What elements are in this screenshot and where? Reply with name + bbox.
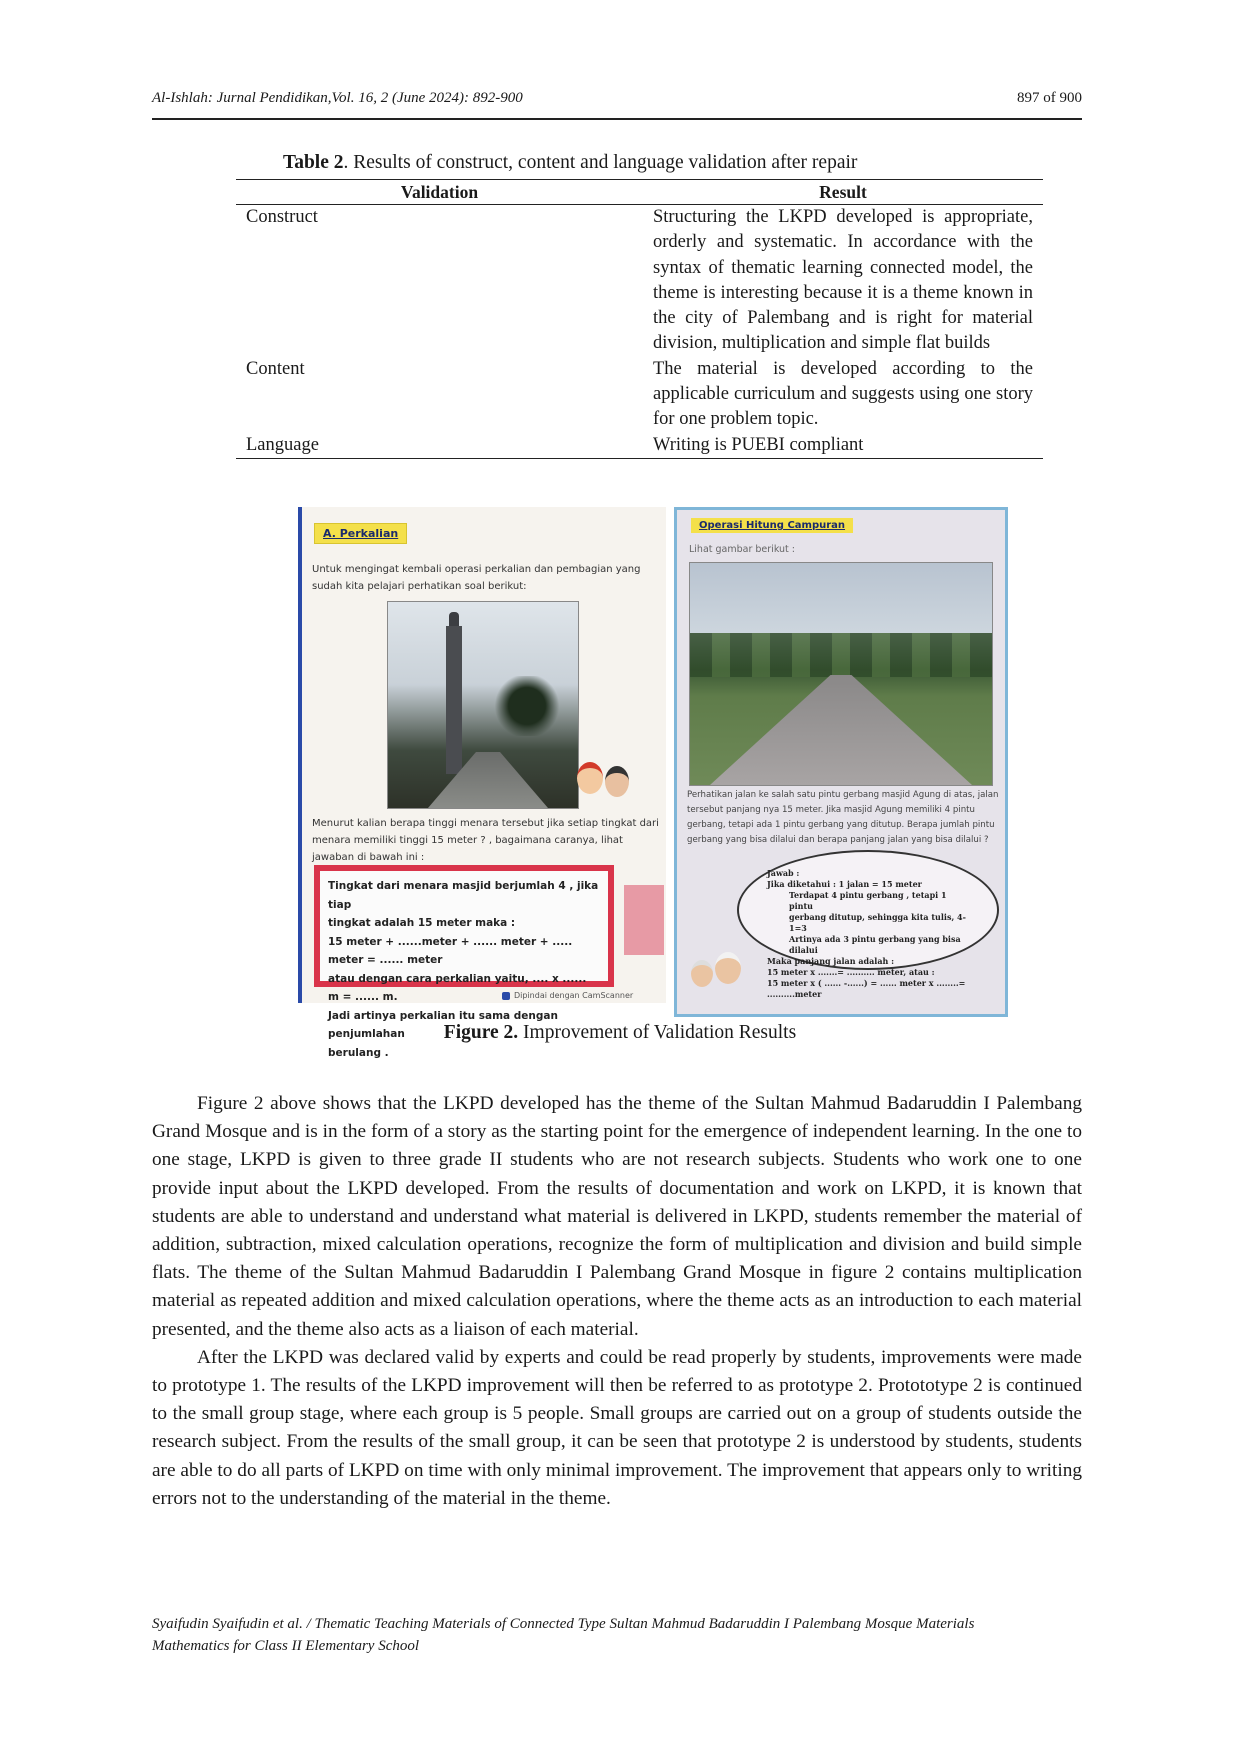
figure-caption [0,1022,1240,1044]
answer-line: ..........meter [767,989,822,999]
result-cell: Writing is PUEBI compliant [643,433,1043,459]
camscanner-icon [502,992,510,1000]
validation-cell: Content [246,358,305,379]
worksheet-question: Menurut kalian berapa tinggi menara tersebut jika setiap tingkat dari menara memiliki tinggi 15 meter ? , bagaimana caranya, lihat jawaban di bawah ini : [312,818,659,863]
table-row [236,205,1043,357]
person-figure [715,952,741,984]
answer-line: 15 meter x ( ...... -......) = ...... meter x ........= [767,978,966,988]
scanner-watermark [502,991,633,1000]
validation-cell: Construct [246,207,318,227]
worksheet-subtitle: Lihat gambar berikut : [689,544,795,555]
table-caption [283,152,857,174]
answer-line: berulang . [328,1046,389,1059]
answer-line: 15 meter + ......meter + ...... meter + ..... meter = ...... meter [328,935,573,966]
answer-line: Artinya ada 3 pintu gerbang yang bisa [789,934,961,944]
column-header-result: Result [643,180,1043,205]
answer-line: gerbang ditutup, sehingga kita tulis, 4-1=3 [789,912,966,933]
tree-line [690,633,992,677]
figure-caption-text: Improvement of Validation Results [518,1022,797,1043]
result-cell: Structuring the LKPD developed is appropriate, orderly and systematic. In accordance with the syntax of thematic learning connected model, the theme is interesting because it is a theme known in the city of Palembang and is right for material division, multiplication and simple flat builds [653,207,1033,354]
worksheet-title: A. Perkalian [314,523,407,544]
answer-line: Jika diketahui : 1 jalan = 15 meter [767,879,922,889]
body-text [152,1090,1082,1513]
worksheet-question: Perhatikan jalan ke salah satu pintu gerbang masjid Agung di atas, jalan tersebut panjang nya 15 meter. Jika masjid Agung memiliki 4 pintu gerbang, tetapi ada 1 pintu gerbang yang ditutup. Berapa jumlah pintu gerbang yang bisa dilalui dan berapa panjang jalan yang bisa dilalui ? [687,790,999,845]
children-illustration [577,762,637,810]
table-caption-text: . Results of construct, content and language validation after repair [343,152,858,173]
answer-line: Terdapat 4 pintu gerbang , tetapi 1 pintu [789,890,947,911]
road [710,675,972,785]
table-row [236,357,1043,433]
child-figure [605,766,629,797]
mosque-road-photo [689,562,993,786]
figure-right-worksheet [674,507,1008,1017]
answer-line: Jawab : [767,868,800,878]
answer-line: Tingkat dari menara masjid berjumlah 4 , jika tiap [328,880,599,911]
answer-line: dilalui [789,945,818,955]
validation-cell: Language [236,433,643,459]
running-header [152,90,1082,107]
answer-line: Jadi artinya perkalian itu sama dengan penjumlahan [328,1009,558,1040]
decorative-box [624,885,664,955]
running-footer [152,1613,1112,1657]
answer-line: tingkat adalah 15 meter maka : [328,917,516,929]
worksheet-intro: Untuk mengingat kembali operasi perkalian dan pembagian yang sudah kita pelajari perhatikan soal berikut: [312,564,641,592]
paragraph: After the LKPD was declared valid by experts and could be read properly by students, improvements were made to prototype 1. The results of the LKPD improvement will then be referred to as prototype 2. Protototype 2 is continued to the small group stage, where each group is 5 people. Small groups are carried out on a group of students outside the research subject. From the results of the small group, it can be seen that prototype 2 is understood by students, students are able to do all parts of LKPD on time with only minimal improvement. The improvement that appears only to writing errors not to the understanding of the material in the theme. [152,1346,1082,1509]
result-cell: The material is developed according to the applicable curriculum and suggests using one story for one problem topic. [653,358,1033,430]
validation-table [236,179,1043,459]
table-caption-label: Table 2 [283,152,344,173]
footer-line: Mathematics for Class II Elementary School [152,1638,420,1654]
palm-tree [492,676,562,736]
table-header-row [236,180,1043,205]
answer-oval [737,850,999,999]
footer-line: Syaifudin Syaifudin et al. / Thematic Teaching Materials of Connected Type Sultan Mahmud Badaruddin I Palembang Mosque Materials [152,1616,975,1632]
minaret-photo [387,601,579,809]
page-number: 897 of 900 [1017,90,1082,106]
scanner-text: Dipindai dengan CamScanner [514,991,634,1000]
header-rule [152,118,1082,120]
table-row [236,433,1043,459]
worksheet-title: Operasi Hitung Campuran [691,518,853,533]
column-header-validation: Validation [236,180,643,205]
minaret-tower [446,626,462,774]
people-illustration [691,952,751,1004]
child-figure [577,762,603,794]
paragraph: Figure 2 above shows that the LKPD developed has the theme of the Sultan Mahmud Badaruddin I Palembang Grand Mosque and is in the form of a story as the starting point for the emergence of independent learning. In the one to one stage, LKPD is given to three grade II students who are not research subjects. Students who work one to one provide input about the LKPD developed. From the results of documentation and work on LKPD, it is known that students are able to understand and understand what material is delivered in LKPD, students remember the material of addition, subtraction, mixed calculation operations, recognize the form of multiplication and division and build simple flats. The theme of the Sultan Mahmud Badaruddin I Palembang Grand Mosque in figure 2 contains multiplication material as repeated addition and mixed calculation operations, where the theme acts as an introduction to each material presented, and the theme also acts as a liaison of each material. [152,1093,1082,1340]
answer-line: Maka panjang jalan adalah : [767,956,895,966]
answer-line: 15 meter x .......= .......... meter, atau : [767,967,935,977]
journal-citation: Al-Ishlah: Jurnal Pendidikan,Vol. 16, 2 (June 2024): 892-900 [152,90,523,106]
answer-line: atau dengan cara perkalian yaitu, .... x ...... m = ...... m. [328,972,587,1003]
person-figure [691,960,713,987]
figure-caption-label: Figure 2. [443,1022,519,1043]
